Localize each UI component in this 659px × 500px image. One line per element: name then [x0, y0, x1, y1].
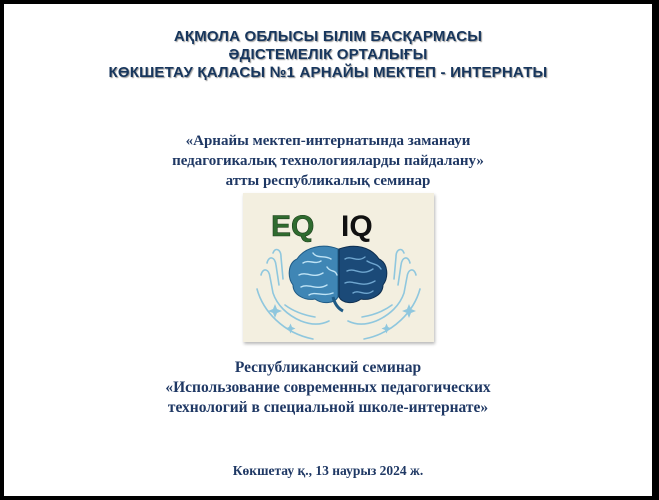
eq-label: EQ: [271, 210, 315, 243]
organization-title-line-1: АҚМОЛА ОБЛЫСЫ БІЛІМ БАСҚАРМАСЫ: [173, 28, 483, 45]
seminar-title-ru-line-1: Республиканский семинар: [234, 359, 422, 376]
seminar-title-kz-line-2: педагогикалық технологияларды пайдалану»: [172, 153, 484, 169]
seminar-title-ru-line-2: «Использование современных педагогических: [165, 379, 491, 396]
seminar-title-ru-line-3: технологий в специальной школе-интернате»: [167, 399, 489, 416]
seminar-title-kz-line-3: атты республикалық семинар: [225, 173, 431, 189]
brain-left-hemisphere-icon: [289, 246, 338, 302]
seminar-title-kz-line-1: «Арнайы мектеп-интернатында заманауи: [185, 133, 471, 149]
place-and-date: Көкшетау қ., 13 наурыз 2024 ж.: [232, 463, 424, 478]
brain-in-hands-icon: [243, 193, 434, 342]
organization-title-line-2: ӘДІСТЕМЕЛІК ОРТАЛЫҒЫ: [228, 46, 428, 63]
iq-label: IQ: [341, 210, 373, 243]
eq-iq-brain-illustration: [243, 193, 434, 342]
brain-right-hemisphere-icon: [339, 246, 387, 302]
organization-title-line-3: КӨКШЕТАУ ҚАЛАСЫ №1 АРНАЙЫ МЕКТЕП - ИНТЕРНАТЫ: [108, 64, 548, 81]
